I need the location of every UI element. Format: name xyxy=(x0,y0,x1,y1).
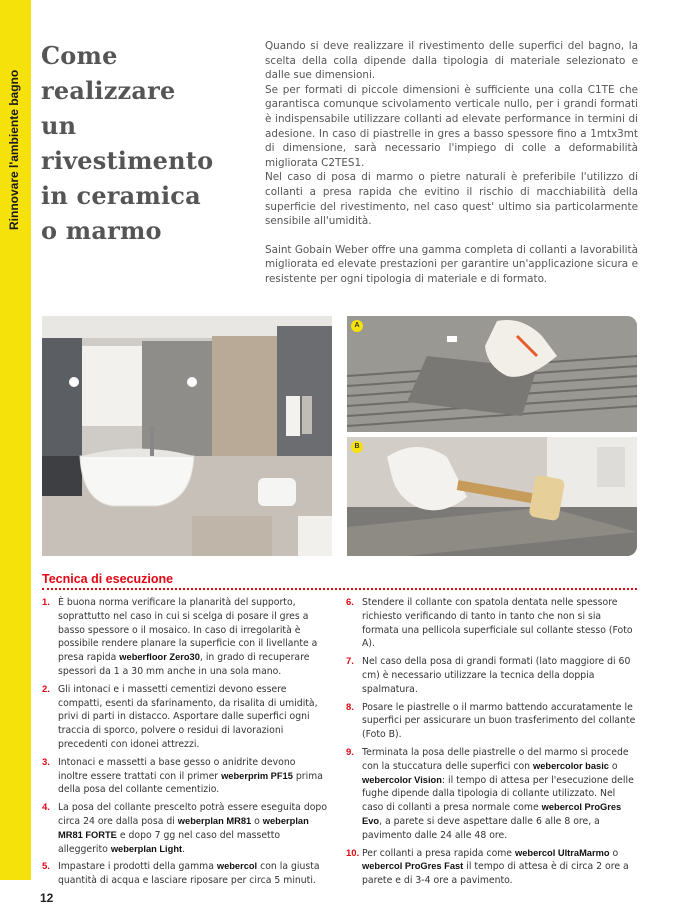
step-text: Impastare i prodotti della gamma webercol con la giusta quantità di acqua e lasciare riposare per circa 5 minuti. xyxy=(58,861,320,887)
title-line-2: un rivestimento xyxy=(41,111,214,175)
intro-paragraph: Saint Gobain Weber offre una gamma completa di collanti a lavorabilità migliorata ed elevate prestazioni per garantire un'applicazione sicura e resistente per ogni tipologia di materiale e di formato. xyxy=(265,243,638,285)
step-number: 1. xyxy=(42,597,50,608)
title-line-4: o marmo xyxy=(41,216,162,245)
photo-a-badge: A xyxy=(351,320,363,332)
step-item xyxy=(346,596,638,651)
step-item xyxy=(346,701,638,742)
step-text: Intonaci e massetti a base gesso o anidrite devono inoltre essere trattati con il primer weberprim PF15 prima della posa del collante cementizio. xyxy=(58,756,323,796)
intro-paragraph: Se per formati di piccole dimensioni è sufficiente una colla C1TE che garantisca comunque scivolamento verticale nullo, per i grandi formati è indispensabile utilizzare collanti ad elevate performance in termini di adesione. In caso di piastrelle in gres a basso spessore fino a 1mtx3mt di dimensione, sarà necessario l'impiego di colle a deformabilità migliorata C2TES1. xyxy=(265,83,638,169)
step-number: 5. xyxy=(42,861,50,873)
step-item xyxy=(42,683,327,752)
step-number: 2. xyxy=(42,683,50,695)
step-number: 6. xyxy=(346,597,354,608)
title-line-1: Come realizzare xyxy=(41,41,176,105)
page-number: 12 xyxy=(40,891,54,905)
step-item xyxy=(346,655,638,696)
step-text: Nel caso della posa di grandi formati (lato maggiore di 60 cm) è necessario utilizzare la tecnica della doppia spalmatura. xyxy=(362,656,631,695)
photo-b-mallet xyxy=(347,437,637,556)
step-text: Gli intonaci e i massetti cementizi devono essere compatti, esenti da sfarinamento, da risalita di umidità, privi di parti in distacco. Asportare dalle superfici ogni traccia di sporco, polvere o residui di lavorazioni precedenti con idonei attrezzi. xyxy=(58,683,318,750)
step-number: 3. xyxy=(42,756,50,768)
step-item xyxy=(346,847,638,888)
section-title: Tecnica di esecuzione xyxy=(42,572,174,586)
side-section-label-text: Rinnovare l'ambiente bagno xyxy=(7,69,21,230)
title-line-3: in ceramica xyxy=(41,181,201,210)
step-text: La posa del collante prescelto potrà essere eseguita dopo circa 24 ore dalla posa di weberplan MR81 o weberplan MR81 FORTE e dopo 7 gg nel caso del massetto alleggerito weberplan Light. xyxy=(58,802,328,855)
step-item xyxy=(42,860,327,888)
step-text: Stendere il collante con spatola dentata nelle spessore richiesto verificando di tanto in tanto che non si sia formata una pellicola superficiale sul collante stesso (Foto A). xyxy=(362,597,633,650)
section-divider xyxy=(42,588,637,590)
mallet-illustration xyxy=(347,437,637,556)
intro-paragraph: Nel caso di posa di marmo o pietre naturali è preferibile l'utilizzo di collanti a presa rapida che evitino il rischio di macchiabilità della superficie del rivestimento, nel caso quest' ultimo sia particolarmente sensibile all'umidità. xyxy=(265,171,638,228)
bathroom-illustration xyxy=(42,316,332,556)
trowel-illustration xyxy=(347,316,637,432)
intro-paragraph: Quando si deve realizzare il rivestimento delle superfici del bagno, la scelta della colla dipende dalla tipologia di materiale selezionato e dalle sue dimensioni. xyxy=(265,40,638,82)
photo-a-trowel xyxy=(347,316,637,432)
steps-column-right xyxy=(346,596,638,892)
photo-b-badge: B xyxy=(351,441,363,453)
step-text: Posare le piastrelle o il marmo battendo accuratamente le superfici per assicurare un buon trasferimento del collante (Foto B). xyxy=(362,701,636,741)
step-item xyxy=(346,746,638,843)
step-item xyxy=(42,801,327,856)
steps-column-left xyxy=(42,596,327,892)
intro-text xyxy=(265,39,638,287)
step-number: 10. xyxy=(346,847,360,859)
step-number: 7. xyxy=(346,656,354,668)
page-title xyxy=(41,38,251,248)
step-number: 8. xyxy=(346,701,354,713)
step-text: È buona norma verificare la planarità del supporto, soprattutto nel caso in cui si scelga di posare il gres a basso spessore o il mosaico. In caso di irregolarità è possibile rendere planare la superficie con il livellante a presa rapida weberfloor Zero30, in grado di recuperare spessori da 1 a 30 mm anche in una sola mano. xyxy=(58,597,318,677)
step-text: Per collanti a presa rapida come webercol UltraMarmo o webercol ProGres Fast il tempo di attesa è di circa 2 ore a parete e di 3-4 ore a pavimento. xyxy=(362,847,629,887)
step-number: 9. xyxy=(346,746,354,758)
step-item xyxy=(42,756,327,797)
step-number: 4. xyxy=(42,802,50,814)
step-text: Terminata la posa delle piastrelle o del marmo si procede con la stuccatura delle superfici con webercolor basic o webercolor Vision: il tempo di attesa per l'esecuzione delle fughe dipende dalla tipologia di collante utilizzato. Nel caso di collanti a presa normale come webercol ProGres Evo, a parete si deve aspettare dalle 6 alle 8 ore, a pavimento dalle 24 alle 48 ore. xyxy=(362,746,634,841)
step-item xyxy=(42,596,327,679)
bathroom-photo xyxy=(42,316,332,556)
